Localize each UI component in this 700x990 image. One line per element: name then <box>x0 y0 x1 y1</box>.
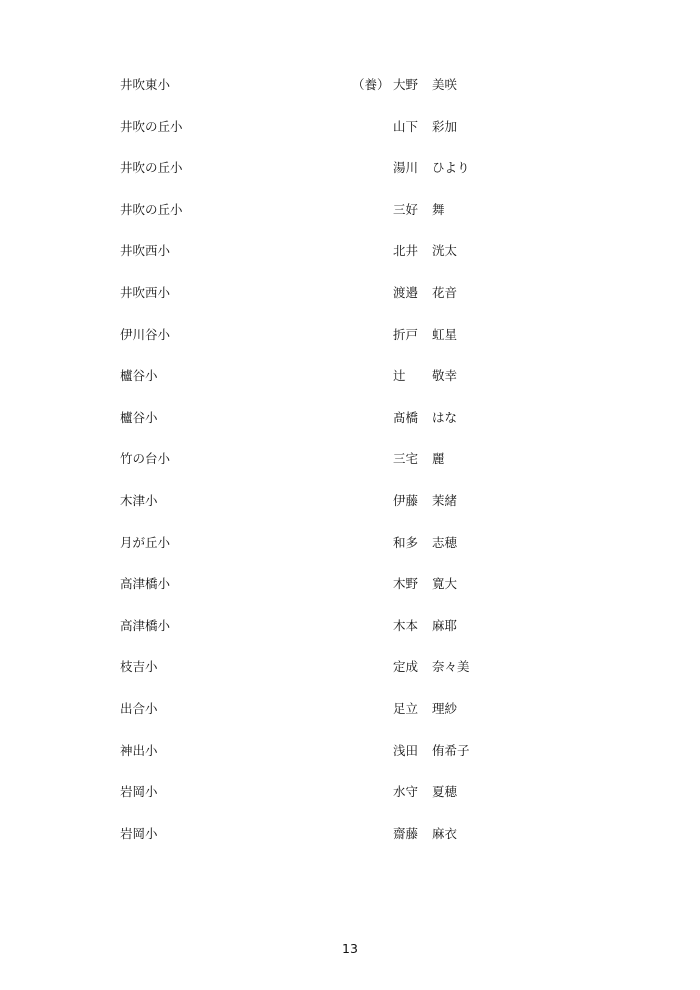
given-name: 舞 <box>432 201 445 217</box>
given-name: 麗 <box>432 451 445 467</box>
surname: 折戸 <box>393 326 419 342</box>
given-name: 侑希子 <box>432 742 470 758</box>
given-name: 奈々美 <box>432 659 470 675</box>
given-name: ひより <box>432 160 470 176</box>
school-name: 枝吉小 <box>120 659 158 675</box>
school-name: 竹の台小 <box>120 451 171 467</box>
surname: 辻 <box>393 368 406 384</box>
school-name: 井吹の丘小 <box>120 118 183 134</box>
school-name: 井吹の丘小 <box>120 201 183 217</box>
school-name: 井吹東小 <box>120 77 171 92</box>
list-row <box>120 740 540 782</box>
school-name: 木津小 <box>120 492 158 508</box>
list-row <box>120 698 540 740</box>
given-name: はな <box>432 409 458 425</box>
staff-list <box>120 74 540 864</box>
page-number: 13 <box>342 941 358 956</box>
school-name: 高津橋小 <box>120 576 171 592</box>
surname: 木本 <box>393 617 419 633</box>
list-row <box>120 365 540 407</box>
school-name: 櫨谷小 <box>120 368 158 384</box>
school-name: 伊川谷小 <box>120 326 171 342</box>
surname: 木野 <box>393 576 419 592</box>
list-row <box>120 74 540 116</box>
surname: 齋藤 <box>393 825 419 841</box>
list-row <box>120 781 540 823</box>
school-name: 神出小 <box>120 742 158 758</box>
given-name: 夏穂 <box>432 784 458 800</box>
surname: 渡邉 <box>393 284 419 300</box>
given-name: 彩加 <box>432 118 458 134</box>
list-row <box>120 615 540 657</box>
list-row <box>120 573 540 615</box>
list-row <box>120 656 540 698</box>
list-row <box>120 157 540 199</box>
given-name: 理紗 <box>432 700 458 716</box>
school-name: 櫨谷小 <box>120 409 158 425</box>
surname: 浅田 <box>393 742 419 758</box>
school-name: 高津橋小 <box>120 617 171 633</box>
surname: 伊藤 <box>393 492 419 508</box>
list-row <box>120 282 540 324</box>
surname: 湯川 <box>393 160 419 176</box>
surname: 北井 <box>393 243 419 259</box>
given-name: 虹星 <box>432 326 458 342</box>
school-name: 岩岡小 <box>120 784 158 800</box>
list-row <box>120 448 540 490</box>
role-mark: （養） <box>352 77 390 92</box>
school-name: 井吹の丘小 <box>120 160 183 176</box>
given-name: 茉緒 <box>432 492 458 508</box>
list-row <box>120 199 540 241</box>
surname: 大野 <box>393 77 419 92</box>
given-name: 寛大 <box>432 576 458 592</box>
school-name: 出合小 <box>120 700 158 716</box>
list-row <box>120 324 540 366</box>
given-name: 志穂 <box>432 534 458 550</box>
surname: 髙橋 <box>393 409 419 425</box>
list-row <box>120 407 540 449</box>
given-name: 洸太 <box>432 243 458 259</box>
given-name: 美咲 <box>432 77 458 92</box>
list-row <box>120 823 540 865</box>
list-row <box>120 116 540 158</box>
given-name: 麻耶 <box>432 617 458 633</box>
surname: 山下 <box>393 118 419 134</box>
school-name: 岩岡小 <box>120 825 158 841</box>
school-name: 井吹西小 <box>120 284 171 300</box>
surname: 定成 <box>393 659 419 675</box>
surname: 三宅 <box>393 451 419 467</box>
given-name: 麻衣 <box>432 825 458 841</box>
list-row <box>120 490 540 532</box>
surname: 和多 <box>393 534 419 550</box>
given-name: 敬幸 <box>432 368 458 384</box>
list-row <box>120 240 540 282</box>
list-row <box>120 532 540 574</box>
school-name: 井吹西小 <box>120 243 171 259</box>
surname: 三好 <box>393 201 419 217</box>
surname: 水守 <box>393 784 419 800</box>
school-name: 月が丘小 <box>120 534 171 550</box>
given-name: 花音 <box>432 284 458 300</box>
surname: 足立 <box>393 700 419 716</box>
